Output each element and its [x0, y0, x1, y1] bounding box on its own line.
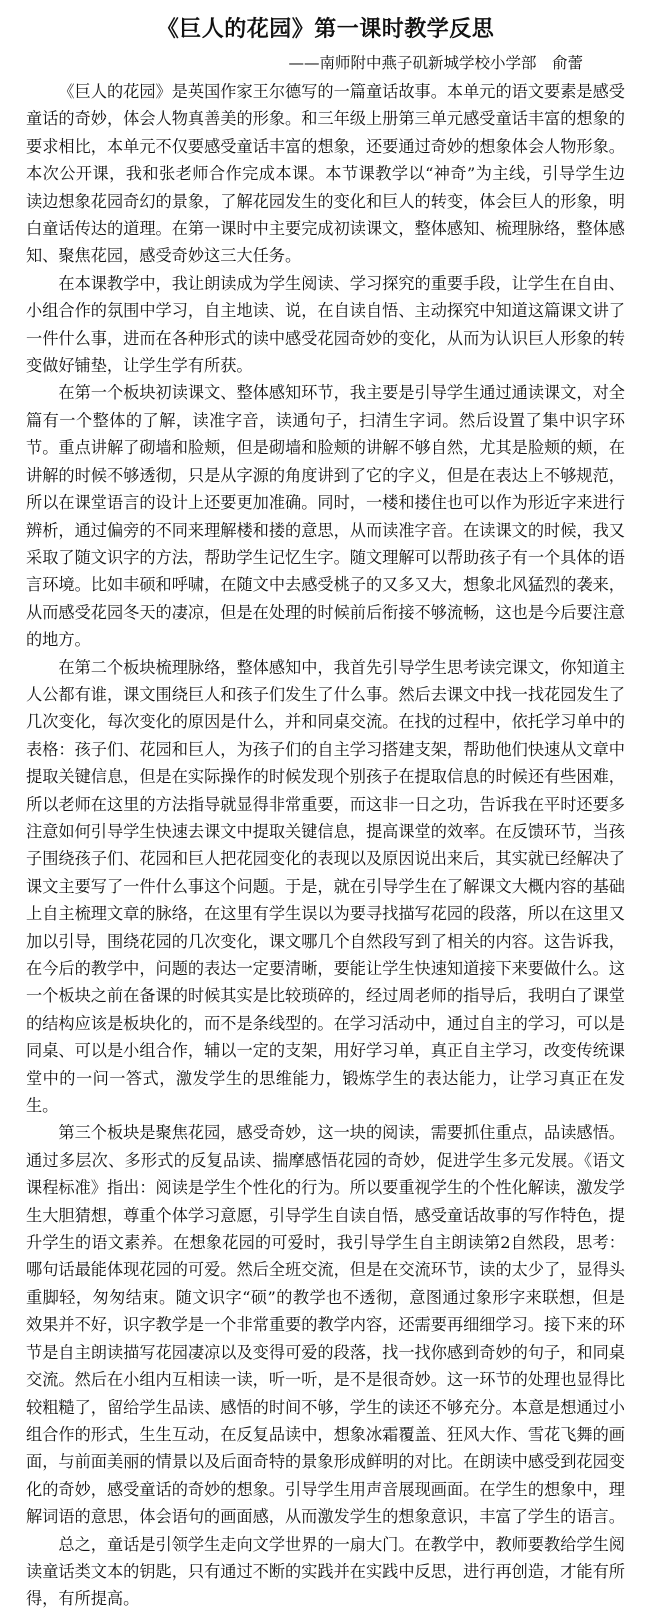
paragraph-6: 总之，童话是引领学生走向文学世界的一扇大门。在教学中，教师要教给学生阅读童话类文本的钥匙，只有通过不断的实践并在实践中反思，进行再创造，才能有所得，有所提高。	[26, 1534, 625, 1609]
paragraph-5: 第三个板块是聚焦花园，感受奇妙，这一块的阅读，需要抓住重点，品读感悟。通过多层次、多形式的反复品读、揣摩感悟花园的奇妙，促进学生多元发展。《语文课程标准》指出：阅读是学生个性化的行为。所以要重视学生的个性化解读，激发学生大胆猜想，尊重个体学习意愿，引导学生自读自悟，感受童话故事的写作特色，提升学生的语文素养。在想象花园的可爱时，我引导学生自主朗读第2自然段，思考：哪句话最能体现花园的可爱。然后全班交流，但是在交流环节，读的太少了，显得头重脚轻，匆匆结束。随文识字“硕”的教学也不透彻，意图通过象形字来联想，但是效果并不好，识字教学是一个非常重要的教学内容，还需要再细细学习。接下来的环节是自主朗读描写花园凄凉以及变得可爱的段落，找一找你感到奇妙的句子，和同桌交流。然后在小组内互相读一读，听一听，是不是很奇妙。这一环节的处理也显得比较粗糙了，留给学生品读、感悟的时间不够，学生的读还不够充分。本意是想通过小组合作的形式，生生互动，在反复品读中，想象冰霜覆盖、狂风大作、雪花飞舞的画面，与前面美丽的情景以及后面奇特的景象形成鲜明的对比。在朗读中感受到花园变化的奇妙，感受童话的奇妙的想象。引导学生用声音展现画面。在学生的想象中，理解词语的意思，体会语句的画面感，从而激发学生的想象意识，丰富了学生的语言。	[26, 1123, 625, 1527]
document-title: 《巨人的花园》第一课时教学反思	[156, 16, 495, 42]
paragraph-1: 《巨人的花园》是英国作家王尔德写的一篇童话故事。本单元的语文要素是感受童话的奇妙，体会人物真善美的形象。和三年级上册第三单元感受童话丰富的想象的要求相比，本单元不仅要感受童话丰富的想象，还要通过奇妙的想象体会人物形象。本次公开课，我和张老师合作完成本课。本节课教学以“神奇”为主线，引导学生边读边想象花园奇幻的景象，了解花园发生的变化和巨人的转变，体会巨人的形象，明白童话传达的道理。在第一课时中主要完成初读课文，整体感知、梳理脉络，整体感知、聚焦花园，感受奇妙这三大任务。	[26, 82, 625, 266]
author-byline: ——南师附中燕子矶新城学校小学部 俞蕾	[288, 54, 583, 72]
paragraph-4: 在第二个板块梳理脉络，整体感知中，我首先引导学生思考读完课文，你知道主人公都有谁，课文围绕巨人和孩子们发生了什么事。然后去课文中找一找花园发生了几次变化，每次变化的原因是什么，并和同桌交流。在找的过程中，依托学习单中的表格：孩子们、花园和巨人，为孩子们的自主学习搭建支架，帮助他们快速从文章中提取关键信息，但是在实际操作的时候发现个别孩子在提取信息的时候还有些困难，所以老师在这里的方法指导就显得非常重要，而这非一日之功，告诉我在平时还要多注意如何引导学生快速去课文中提取关键信息，提高课堂的效率。在反馈环节，当孩子围绕孩子们、花园和巨人把花园变化的表现以及原因说出来后，其实就已经解决了课文主要写了一件什么事这个问题。于是，就在引导学生在了解课文大概内容的基础上自主梳理文章的脉络，在这里有学生误以为要寻找描写花园的段落，所以在这里又加以引导，围绕花园的几次变化，课文哪几个自然段写到了相关的内容。这告诉我，在今后的教学中，问题的表达一定要清晰，要能让学生快速知道接下来要做什么。这一个板块之前在备课的时候其实是比较琐碎的，经过周老师的指导后，我明白了课堂的结构应该是板块化的，而不是条线型的。在学习活动中，通过自主的学习，可以是同桌、可以是小组合作，辅以一定的支架，用好学习单，真正自主学习，改变传统课堂中的一问一答式，激发学生的思维能力，锻炼学生的表达能力，让学习真正在发生。	[26, 657, 625, 1116]
paragraph-2: 在本课教学中，我让朗读成为学生阅读、学习探究的重要手段，让学生在自由、小组合作的氛围中学习，自主地读、说，在自读自悟、主动探究中知道这篇课文讲了一件什么事，进而在各种形式的读中感受花园奇妙的变化，从而为认识巨人形象的转变做好铺垫，让学生学有所获。	[26, 273, 625, 376]
document-body	[26, 78, 625, 1613]
paragraph-3: 在第一个板块初读课文、整体感知环节，我主要是引导学生通过通读课文，对全篇有一个整体的了解，读准字音，读通句子，扫清生字词。然后设置了集中识字环节。重点讲解了砌墙和脸颊，但是砌墙和脸颊的讲解不够自然，尤其是脸颊的颊，在讲解的时候不够透彻，只是从字源的角度讲到了它的字义，但是在表达上不够规范，所以在课堂语言的设计上还要更加准确。同时，一楼和搂住也可以作为形近字来进行辨析，通过偏旁的不同来理解楼和搂的意思，从而读准字音。在读课文的时候，我又采取了随文识字的方法，帮助学生记忆生字。随文理解可以帮助孩子有一个具体的语言环境。比如丰硕和呼啸，在随文中去感受桃子的又多又大，想象北风猛烈的袭来，从而感受花园冬天的凄凉，但是在处理的时候前后衔接不够流畅，这也是今后要注意的地方。	[26, 383, 625, 650]
